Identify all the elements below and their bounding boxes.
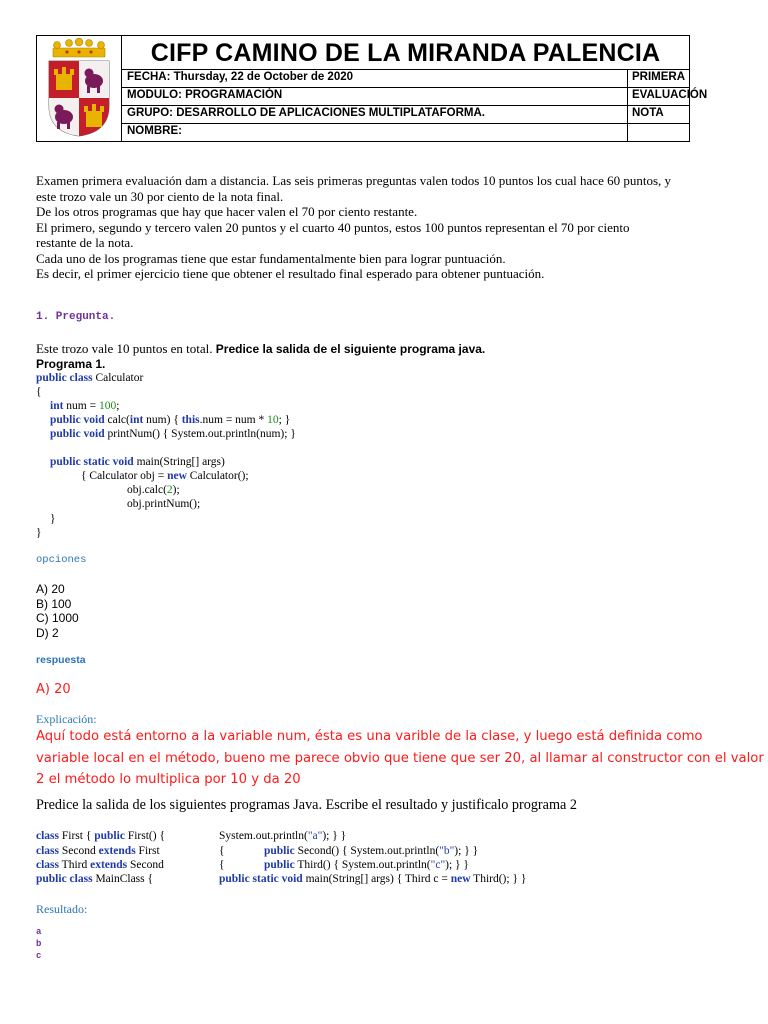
code-keyword: public — [94, 830, 125, 842]
code-text: ); } } — [322, 830, 347, 842]
code-string: "a" — [307, 830, 323, 842]
options-label: opciones — [36, 554, 87, 566]
code-text: Second — [59, 845, 99, 857]
code-keyword: int — [50, 400, 64, 412]
code-line: } — [50, 513, 56, 525]
code-text: Calculator(); — [186, 470, 249, 482]
code-text: main(String[] args) { Third c = — [302, 873, 451, 885]
grupo-row — [122, 106, 689, 124]
code-text: calc( — [104, 414, 130, 426]
code-number: 10 — [267, 414, 279, 426]
code-text: Calculator — [92, 372, 144, 384]
explanation-text — [36, 726, 764, 791]
code-text: ; — [116, 400, 120, 412]
result-line: c — [36, 951, 42, 961]
code-text: main(String[] args) — [133, 456, 225, 468]
code-keyword: class — [36, 845, 59, 857]
code-keyword: this — [181, 414, 200, 426]
question-1-statement — [36, 341, 485, 357]
evaluacion-label: EVALUACIÓN — [632, 89, 708, 101]
code-text: ); } } — [445, 859, 469, 871]
code-text: .num = num * — [199, 414, 268, 426]
option-b: B) 100 — [36, 596, 72, 611]
fecha-row — [122, 70, 689, 88]
option-d: D) 2 — [36, 625, 59, 640]
code-line: { — [219, 859, 225, 871]
options-list — [36, 582, 79, 640]
code-line: } — [36, 527, 42, 539]
answer-label: respuesta — [36, 654, 86, 666]
code-text: Second() { System.out.println( — [294, 845, 440, 857]
code-keyword: public — [264, 859, 295, 871]
code-text: ; } — [278, 414, 291, 426]
intro-line: El primero, segundo y tercero valen 20 puntos y el cuarto 40 puntos, estos 100 puntos representan el 70 por ciento — [36, 219, 630, 235]
primera-label: PRIMERA — [632, 71, 686, 83]
modulo-label: MODULO: PROGRAMACIÓN — [127, 89, 283, 101]
grupo-label: GRUPO: DESARROLLO DE APLICACIONES MULTIPLATAFORMA. — [127, 107, 485, 119]
intro-line: este trozo vale un 30 por ciento de la nota final. — [36, 188, 284, 204]
answer-value: A) 20 — [36, 682, 71, 697]
option-c: C) 1000 — [36, 611, 79, 625]
fecha-label: FECHA: Thursday, 22 de October de 2020 — [127, 71, 354, 83]
code-keyword: public class — [36, 372, 93, 384]
code-keyword: public static void — [50, 456, 134, 468]
code-text: { Calculator obj = — [81, 470, 168, 482]
code-text: num) { — [143, 414, 182, 426]
intro-line: Es decir, el primer ejercicio tiene que obtener el resultado final esperado para obtener puntuación. — [36, 266, 545, 281]
code-text: System.out.println( — [219, 830, 308, 842]
coat-of-arms-logo — [37, 36, 122, 141]
code-line — [219, 830, 346, 842]
code-line — [36, 873, 153, 885]
code-text: ); } } — [454, 845, 479, 857]
code-line — [264, 859, 469, 871]
code-text: Third() { System.out.println( — [294, 859, 431, 871]
code-line — [50, 400, 119, 412]
code-line — [81, 470, 249, 482]
result-label: Resultado: — [36, 902, 88, 916]
result-list — [36, 926, 41, 962]
program-1-label: Programa 1. — [36, 357, 106, 371]
statement-bold: Predice la salida de el siguiente programa java. — [215, 342, 486, 356]
code-keyword: class — [36, 859, 59, 871]
explanation-line: Aquí todo está entorno a la variable num, ésta es una varible de la clase, y luego está definida como — [36, 729, 703, 744]
code-text: printNum() { System.out.println(num); } — [104, 428, 296, 440]
code-line — [50, 414, 290, 426]
option-a: A) 20 — [36, 582, 65, 596]
code-keyword: public void — [50, 414, 105, 426]
code-number: 100 — [98, 400, 117, 412]
code-keyword: new — [167, 470, 187, 482]
code-text: First { — [59, 830, 95, 842]
code-text: Third(); } } — [470, 873, 527, 885]
code-text: MainClass { — [92, 873, 154, 885]
code-string: "b" — [439, 845, 455, 857]
explanation-label: Explicación: — [36, 712, 97, 726]
code-line — [36, 372, 143, 384]
nombre-label: NOMBRE: — [127, 125, 182, 137]
code-line: { — [36, 386, 42, 398]
code-string: "c" — [430, 859, 446, 871]
code-line — [50, 428, 296, 440]
school-title: CIFP CAMINO DE LA MIRANDA PALENCIA — [122, 36, 689, 70]
nota-label: NOTA — [632, 107, 664, 119]
code-keyword: public static void — [219, 873, 303, 885]
nombre-row — [122, 124, 689, 141]
intro-text — [36, 173, 671, 282]
code-text: First — [135, 845, 160, 857]
result-line: a — [36, 927, 42, 937]
question-2-statement: Predice la salida de los siguientes programas Java. Escribe el resultado y justificalo programa 2 — [36, 797, 577, 813]
code-keyword: extends — [90, 859, 128, 871]
code-text: Third — [59, 859, 91, 871]
code-text: First() { — [124, 830, 165, 842]
header-divider — [627, 70, 628, 141]
result-line: b — [36, 939, 42, 949]
code-keyword: public — [264, 845, 295, 857]
code-number: 2 — [166, 484, 173, 496]
intro-line: restante de la nota. — [36, 235, 134, 250]
code-text: num = — [63, 400, 99, 412]
modulo-row — [122, 88, 708, 106]
code-line — [219, 873, 526, 885]
code-keyword: int — [129, 414, 144, 426]
code-keyword: public void — [50, 428, 105, 440]
question-1-heading: 1. Pregunta. — [36, 311, 116, 323]
code-line — [264, 845, 478, 857]
code-line — [36, 845, 160, 857]
explanation-line: 2 el método lo multiplica por 10 y da 20 — [36, 772, 301, 787]
code-keyword: class — [36, 830, 59, 842]
code-text: obj.calc( — [127, 484, 167, 496]
statement-plain: Este trozo vale 10 puntos en total. — [36, 341, 216, 356]
code-line: { — [219, 845, 225, 857]
code-line: obj.printNum(); — [127, 498, 201, 510]
code-line — [127, 484, 180, 496]
code-text: ); — [172, 484, 180, 496]
intro-line: Cada uno de los programas tiene que estar fundamentalmente bien para lograr puntuación. — [36, 250, 506, 266]
code-keyword: public class — [36, 873, 93, 885]
code-keyword: extends — [98, 845, 136, 857]
code-keyword: new — [450, 873, 471, 885]
code-text: Second — [127, 859, 164, 871]
code-line — [50, 456, 225, 468]
code-line — [36, 830, 165, 842]
header-table — [36, 35, 708, 142]
code-line — [36, 859, 164, 871]
explanation-line: variable local en el método, bueno me parece obvio que tiene que ser 20, al llamar al constructor con el valor — [36, 750, 764, 766]
intro-line: De los otros programas que hay que hacer valen el 70 por ciento restante. — [36, 204, 418, 219]
intro-line: Examen primera evaluación dam a distancia. Las seis primeras preguntas valen todos 10 puntos los cual hace 60 puntos, y — [36, 173, 672, 188]
